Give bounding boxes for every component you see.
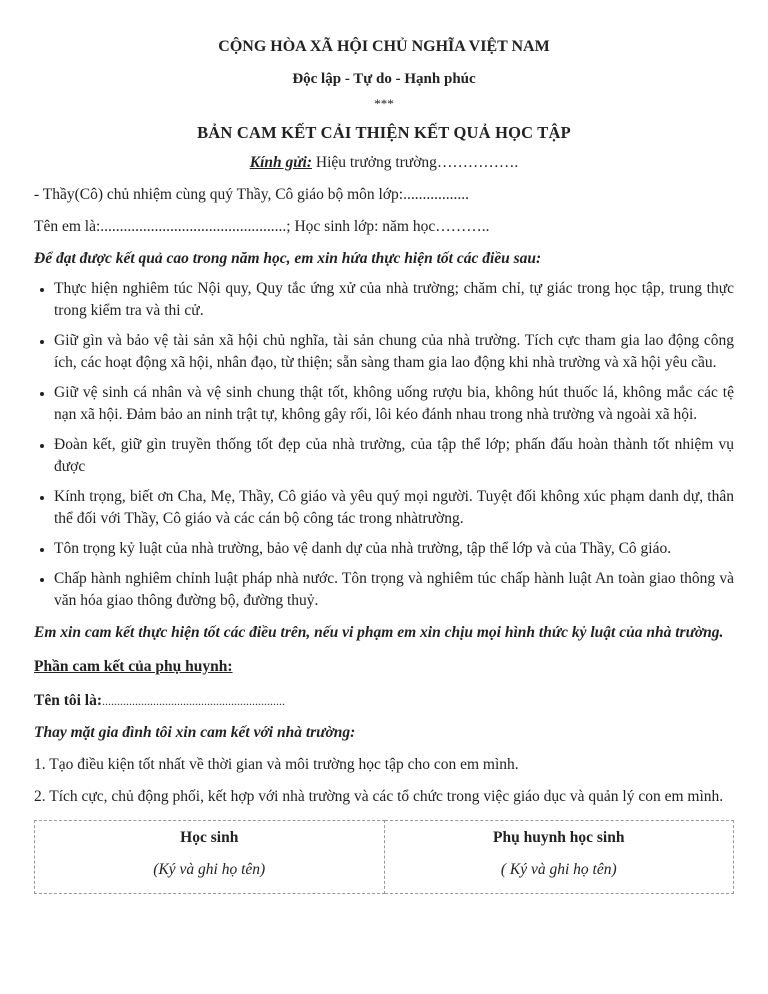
signature-role: Học sinh (180, 829, 239, 846)
pledge-item: • Đoàn kết, giữ gìn truyền thống tốt đẹp của nhà trường, của tập thể lớp; phấn đấu hoàn thành tốt nhiệm vụ được (54, 434, 734, 478)
pledge-item: • Tôn trọng kỷ luật của nhà trường, bảo vệ danh dự của nhà trường, tập thể lớp và của Thầy, Cô giáo. (54, 538, 734, 560)
pledge-item: • Thực hiện nghiêm túc Nội quy, Quy tắc ứng xử của nhà trường; chăm chỉ, tự giác trong học tập, trung thực trong kiểm tra và thi cử. (54, 278, 734, 322)
parent-section-heading: Phần cam kết của phụ huynh: (34, 658, 233, 675)
pledge-intro: Để đạt được kết quả cao trong năm học, em xin hứa thực hiện tốt các điều sau: (34, 250, 542, 267)
pledge-item: • Giữ gìn và bảo vệ tài sản xã hội chủ nghĩa, tài sản chung của nhà trường. Tích cực tham gia lao động công ích, các hoạt động xã hội, nhân đạo, từ thiện; sẵn sàng tham gia lao động khi nhà trường và xã hội yêu cầu. (54, 330, 734, 374)
motto: Độc lập - Tự do - Hạnh phúc (292, 71, 476, 87)
parent-name-line (34, 690, 734, 712)
pledge-item: • Giữ vệ sinh cá nhân và vệ sinh chung thật tốt, không uống rượu bia, không hút thuốc lá, không mắc các tệ nạn xã hội. Đảm bảo an ninh trật tự, không gây rối, lôi kéo đánh nhau trong nhà trường và ngoài xã hội. (54, 382, 734, 426)
student-commitment: Em xin cam kết thực hiện tốt các điều trên, nếu vi phạm em xin chịu mọi hình thức kỷ luật của nhà trường. (34, 624, 724, 641)
greeting-recipient: Hiệu trưởng trường……………. (312, 154, 519, 171)
parent-name-label: Tên tôi là: (34, 692, 103, 709)
student-line: Tên em là:................................................; Học sinh lớp: năm học……….. (34, 218, 490, 235)
pledge-item: • Chấp hành nghiêm chỉnh luật pháp nhà nước. Tôn trọng và nghiêm túc chấp hành luật An toàn giao thông và văn hóa giao thông đường bộ, đường thuỷ. (54, 568, 734, 612)
stars-divider: *** (374, 96, 394, 111)
nation-heading: CỘNG HÒA XÃ HỘI CHỦ NGHĨA VIỆT NAM (218, 38, 550, 55)
signature-note: (Ký và ghi họ tên) (153, 861, 266, 878)
parent-commit-item: 1. Tạo điều kiện tốt nhất về thời gian và môi trường học tập cho con em mình. (34, 756, 519, 773)
signature-cell-student (35, 821, 385, 894)
document-title: BẢN CAM KẾT CẢI THIỆN KẾT QUẢ HỌC TẬP (197, 123, 571, 142)
signature-note: ( Ký và ghi họ tên) (500, 861, 617, 878)
pledge-item: • Kính trọng, biết ơn Cha, Mẹ, Thầy, Cô giáo và yêu quý mọi người. Tuyệt đối không xúc phạm danh dự, thân thể đối với Thầy, Cô giáo và các cán bộ công tác trong nhàtrường. (54, 486, 734, 530)
signature-role: Phụ huynh học sinh (493, 829, 625, 846)
teacher-line: - Thầy(Cô) chủ nhiệm cùng quý Thầy, Cô giáo bộ môn lớp:................. (34, 186, 469, 203)
signature-table (34, 820, 734, 894)
greeting-label: Kính gửi: (249, 154, 312, 171)
pledge-list (34, 278, 734, 612)
signature-cell-parent (384, 821, 734, 894)
parent-behalf-statement: Thay mặt gia đình tôi xin cam kết với nhà trường: (34, 724, 356, 741)
parent-commit-item: 2. Tích cực, chủ động phối, kết hợp với nhà trường và các tổ chức trong việc giáo dục và quản lý con em mình. (34, 788, 724, 805)
parent-name-blank: ............................................................. (102, 694, 286, 708)
greeting-line (34, 152, 734, 174)
